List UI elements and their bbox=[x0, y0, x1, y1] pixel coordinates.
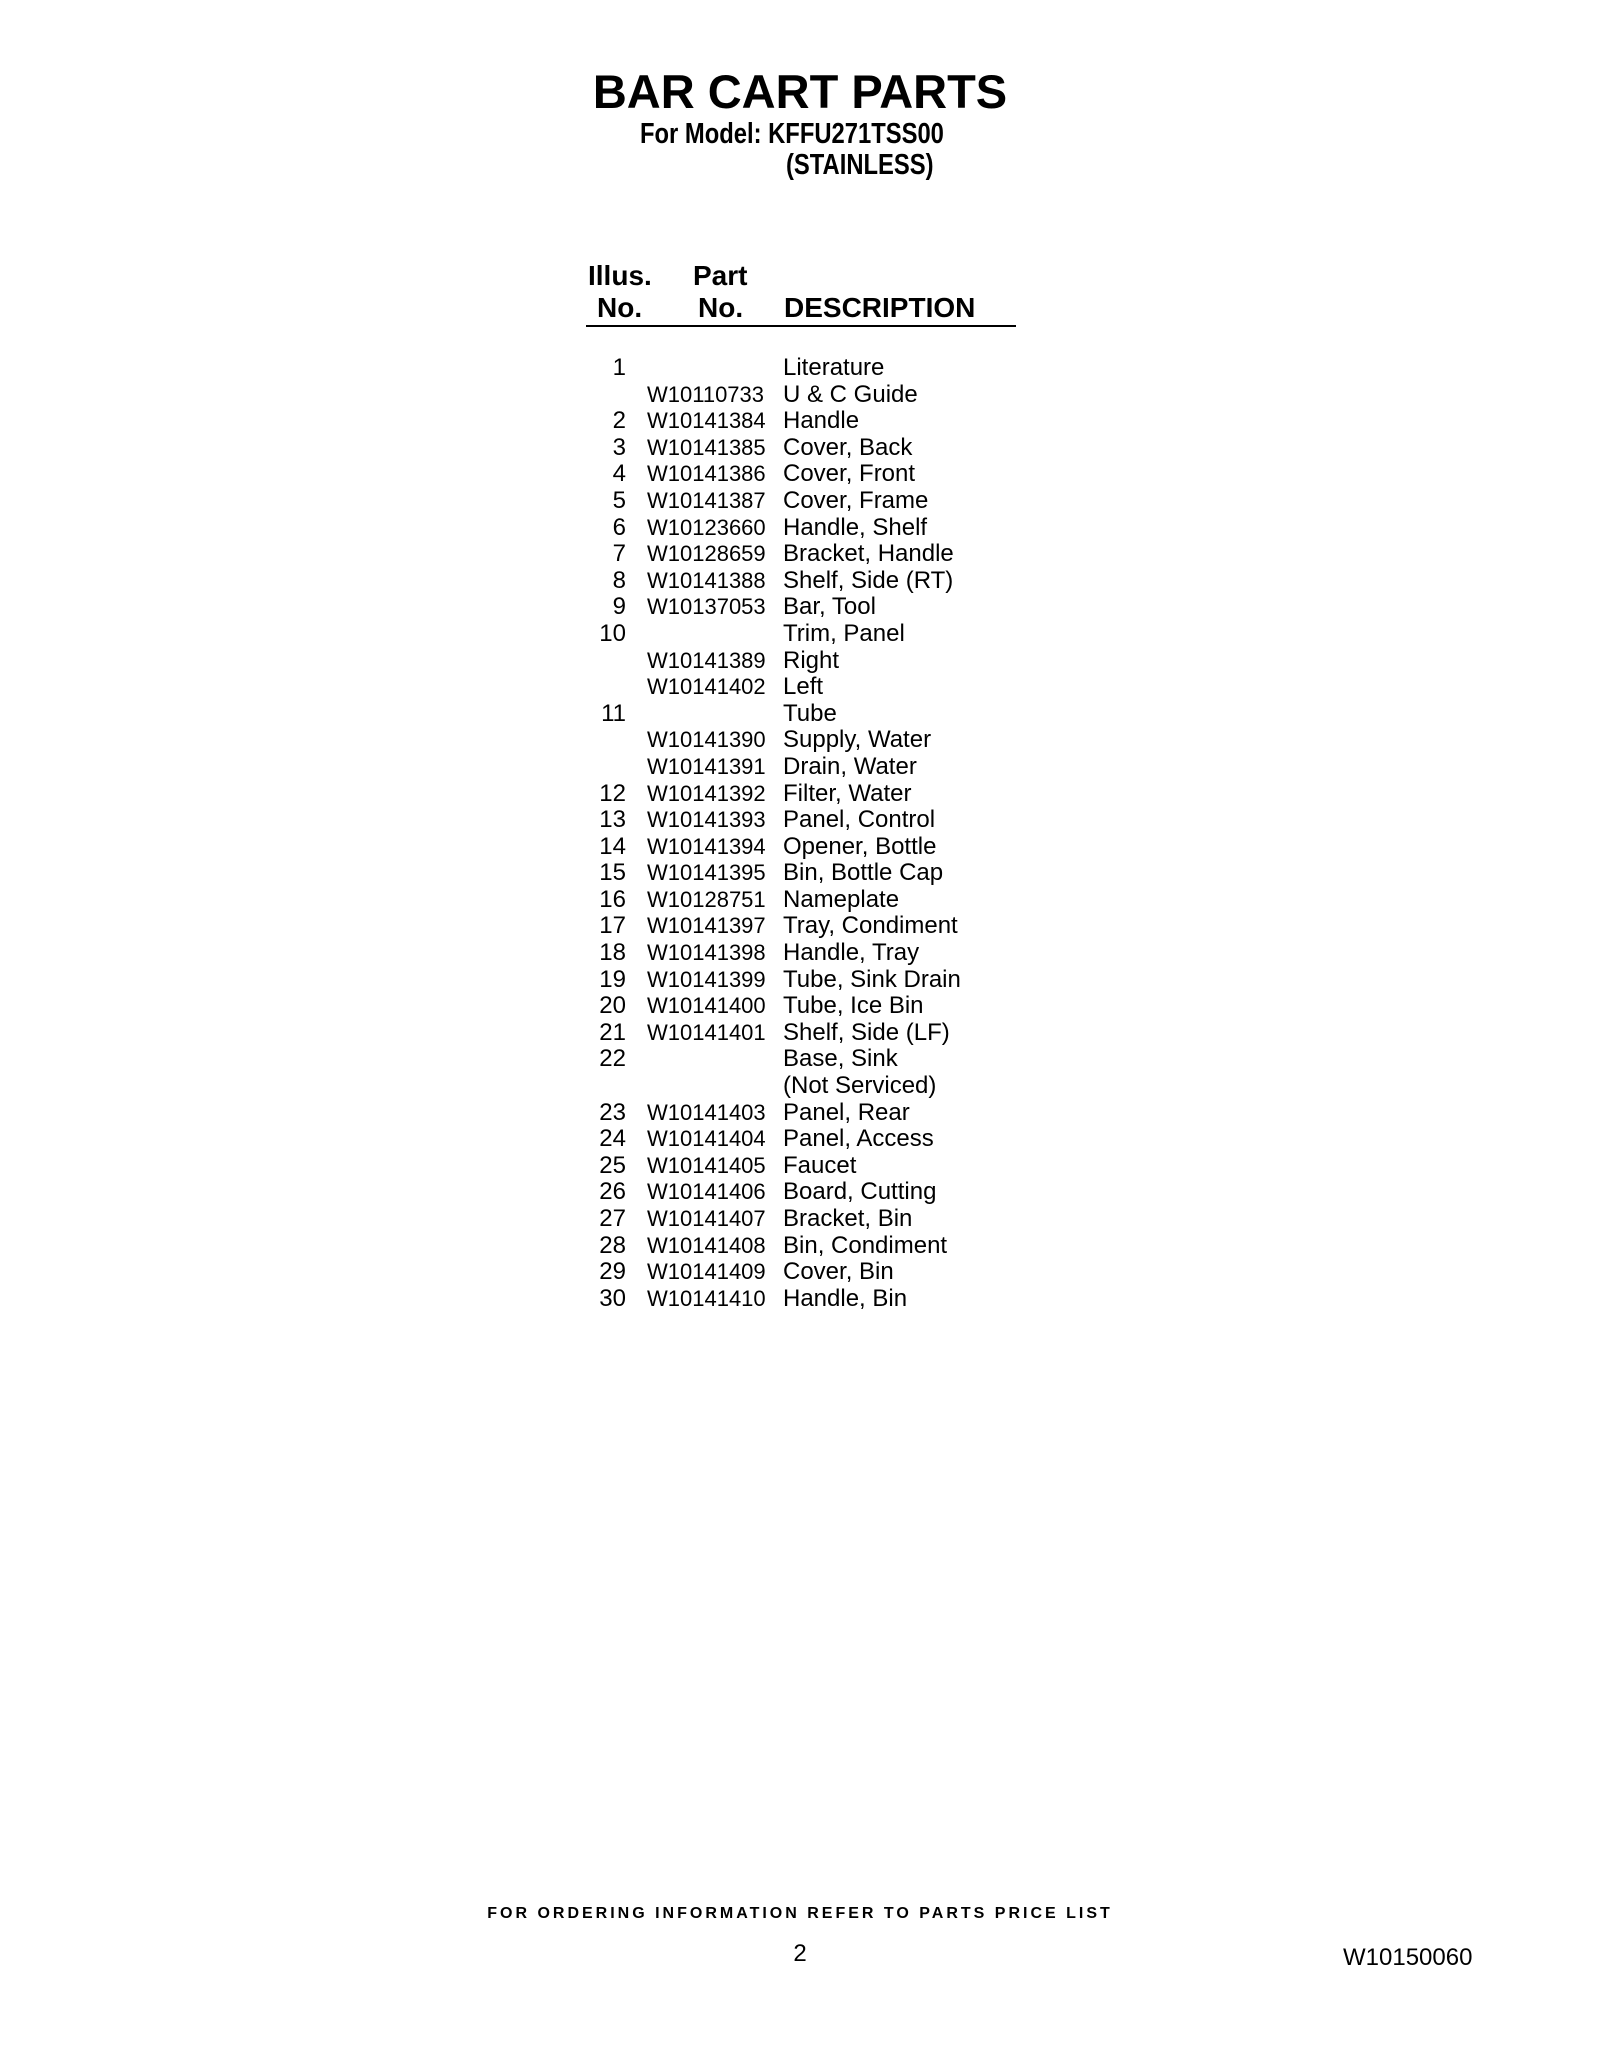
table-row bbox=[586, 1233, 1026, 1260]
table-row bbox=[586, 1259, 1026, 1286]
part-description: Supply, Water bbox=[783, 726, 932, 754]
table-row bbox=[586, 940, 1026, 967]
part-description: Bracket, Bin bbox=[783, 1205, 913, 1232]
part-number: W10123660 bbox=[647, 514, 766, 540]
part-number: W10141395 bbox=[647, 860, 766, 886]
part-number: W10141384 bbox=[647, 408, 766, 434]
part-number: W10141403 bbox=[647, 1099, 766, 1125]
part-description: Left bbox=[783, 673, 824, 701]
part-description: Right bbox=[783, 646, 840, 674]
part-description: Board, Cutting bbox=[783, 1178, 937, 1206]
table-row bbox=[586, 461, 1026, 488]
part-number: W10141394 bbox=[647, 833, 766, 859]
illus-number: 19 bbox=[599, 965, 626, 993]
illus-number: 5 bbox=[612, 486, 626, 514]
part-description: Handle, Tray bbox=[783, 939, 920, 967]
table-row bbox=[586, 515, 1026, 542]
illus-number: 24 bbox=[599, 1125, 626, 1153]
header-illus-line1: Illus. bbox=[588, 260, 652, 291]
illus-number: 6 bbox=[612, 513, 626, 541]
part-description: Filter, Water bbox=[783, 779, 912, 807]
part-number: W10141400 bbox=[647, 993, 766, 1019]
illus-number: 12 bbox=[599, 779, 626, 807]
table-row bbox=[586, 541, 1026, 568]
table-row bbox=[586, 860, 1026, 887]
page-title: BAR CART PARTS bbox=[592, 65, 1008, 118]
illus-number: 29 bbox=[599, 1258, 626, 1286]
table-row bbox=[586, 1206, 1026, 1233]
part-description: Trim, Panel bbox=[783, 619, 905, 647]
part-number: W10137053 bbox=[647, 594, 766, 620]
part-description: Handle bbox=[783, 407, 860, 435]
part-number: W10110733 bbox=[647, 381, 765, 407]
table-row bbox=[586, 648, 1026, 675]
part-number: W10141406 bbox=[647, 1179, 766, 1205]
illus-number: 10 bbox=[599, 619, 626, 647]
part-number: W10141408 bbox=[647, 1232, 766, 1258]
illus-number: 26 bbox=[599, 1178, 626, 1206]
part-number: W10141388 bbox=[647, 567, 766, 593]
part-number: W10141397 bbox=[647, 913, 766, 939]
table-row bbox=[586, 727, 1026, 754]
header-rule bbox=[586, 325, 1016, 327]
table-row bbox=[586, 1046, 1026, 1073]
part-number: W10141398 bbox=[647, 940, 766, 966]
illus-number: 27 bbox=[599, 1205, 626, 1232]
illus-number: 13 bbox=[599, 806, 626, 834]
part-number: W10141387 bbox=[647, 487, 766, 513]
illus-number: 18 bbox=[599, 939, 626, 967]
illus-number: 2 bbox=[612, 407, 626, 435]
part-description: Faucet bbox=[783, 1151, 857, 1179]
illus-number: 14 bbox=[599, 832, 626, 860]
part-description: Opener, Bottle bbox=[783, 832, 937, 860]
part-number: W10141404 bbox=[647, 1126, 766, 1152]
part-number: W10141390 bbox=[647, 727, 766, 753]
ordering-note: FOR ORDERING INFORMATION REFER TO PARTS PRICE LIST bbox=[487, 1905, 1113, 1922]
illus-number: 20 bbox=[599, 992, 626, 1020]
table-row bbox=[586, 674, 1026, 701]
illus-number: 7 bbox=[612, 540, 626, 568]
part-description: Drain, Water bbox=[783, 752, 917, 780]
part-description: U & C Guide bbox=[783, 380, 918, 408]
part-number: W10141385 bbox=[647, 434, 766, 460]
table-row bbox=[586, 913, 1026, 940]
illus-number: 1 bbox=[612, 354, 626, 381]
part-number: W10141393 bbox=[647, 807, 766, 833]
part-number: W10141392 bbox=[647, 780, 766, 806]
part-number: W10141399 bbox=[647, 966, 766, 992]
table-row bbox=[586, 1073, 1026, 1100]
part-number: W10128659 bbox=[647, 541, 766, 567]
table-row bbox=[586, 967, 1026, 994]
part-description: (Not Serviced) bbox=[783, 1072, 937, 1100]
illus-number: 8 bbox=[612, 566, 626, 594]
table-row bbox=[586, 382, 1026, 409]
illus-number: 22 bbox=[599, 1045, 626, 1073]
part-description: Bar, Tool bbox=[783, 593, 876, 621]
table-row bbox=[586, 355, 1026, 382]
table-row bbox=[586, 701, 1026, 728]
part-description: Bin, Bottle Cap bbox=[783, 859, 944, 887]
table-row bbox=[586, 781, 1026, 808]
part-description: Literature bbox=[783, 354, 885, 381]
header-part-line2: No. bbox=[698, 292, 744, 323]
part-description: Handle, Bin bbox=[783, 1284, 908, 1312]
illus-number: 16 bbox=[599, 885, 626, 913]
illus-number: 9 bbox=[612, 593, 626, 621]
header-description: DESCRIPTION bbox=[784, 292, 976, 323]
part-description: Cover, Front bbox=[783, 460, 916, 488]
table-row bbox=[586, 435, 1026, 462]
illus-number: 30 bbox=[599, 1284, 626, 1312]
part-description: Bracket, Handle bbox=[783, 540, 954, 568]
table-row bbox=[586, 1020, 1026, 1047]
part-description: Panel, Access bbox=[783, 1125, 934, 1153]
table-row bbox=[586, 1126, 1026, 1153]
illus-number: 28 bbox=[599, 1231, 626, 1259]
part-description: Tube, Ice Bin bbox=[783, 992, 924, 1020]
document-number: W10150060 bbox=[1343, 1944, 1473, 1971]
part-description: Cover, Frame bbox=[783, 486, 929, 514]
table-row bbox=[586, 807, 1026, 834]
part-description: Base, Sink bbox=[783, 1045, 898, 1073]
table-row bbox=[586, 993, 1026, 1020]
part-description: Panel, Control bbox=[783, 806, 936, 834]
part-number: W10141386 bbox=[647, 461, 766, 487]
model-line: For Model: KFFU271TSS00 bbox=[640, 118, 944, 150]
table-row bbox=[586, 1286, 1026, 1313]
part-description: Cover, Back bbox=[783, 433, 913, 461]
part-description: Tube bbox=[783, 699, 837, 727]
part-number: W10141402 bbox=[647, 674, 766, 700]
part-description: Nameplate bbox=[783, 885, 900, 913]
table-row bbox=[586, 834, 1026, 861]
part-description: Shelf, Side (LF) bbox=[783, 1018, 950, 1046]
part-description: Shelf, Side (RT) bbox=[783, 566, 954, 594]
part-number: W10141409 bbox=[647, 1259, 766, 1285]
table-row bbox=[586, 488, 1026, 515]
part-description: Panel, Rear bbox=[783, 1098, 910, 1126]
table-row bbox=[586, 754, 1026, 781]
illus-number: 15 bbox=[599, 859, 626, 887]
part-number: W10128751 bbox=[647, 886, 766, 912]
table-row bbox=[586, 1179, 1026, 1206]
illus-number: 11 bbox=[601, 699, 626, 727]
part-description: Handle, Shelf bbox=[783, 513, 928, 541]
part-number: W10141405 bbox=[647, 1152, 766, 1178]
part-description: Bin, Condiment bbox=[783, 1231, 948, 1259]
illus-number: 21 bbox=[599, 1018, 626, 1046]
table-row bbox=[586, 408, 1026, 435]
page-number: 2 bbox=[793, 1940, 807, 1967]
illus-number: 17 bbox=[599, 912, 626, 940]
part-number: W10141389 bbox=[647, 647, 766, 673]
header-part-line1: Part bbox=[693, 260, 748, 291]
table-row bbox=[586, 1100, 1026, 1127]
table-row bbox=[586, 594, 1026, 621]
part-number: W10141407 bbox=[647, 1206, 766, 1231]
table-row bbox=[586, 621, 1026, 648]
illus-number: 23 bbox=[599, 1098, 626, 1126]
model-variant: (STAINLESS) bbox=[786, 149, 934, 181]
part-number: W10141391 bbox=[647, 753, 766, 779]
part-description: Tray, Condiment bbox=[783, 912, 958, 940]
parts-table bbox=[586, 355, 1026, 1312]
part-description: Tube, Sink Drain bbox=[783, 965, 961, 993]
table-row bbox=[586, 568, 1026, 595]
part-number: W10141410 bbox=[647, 1285, 766, 1311]
illus-number: 3 bbox=[612, 433, 626, 461]
illus-number: 4 bbox=[612, 460, 626, 488]
table-row bbox=[586, 1153, 1026, 1180]
header-illus-line2: No. bbox=[597, 292, 643, 323]
table-row bbox=[586, 887, 1026, 914]
part-description: Cover, Bin bbox=[783, 1258, 894, 1286]
part-number: W10141401 bbox=[647, 1019, 766, 1045]
illus-number: 25 bbox=[599, 1151, 626, 1179]
